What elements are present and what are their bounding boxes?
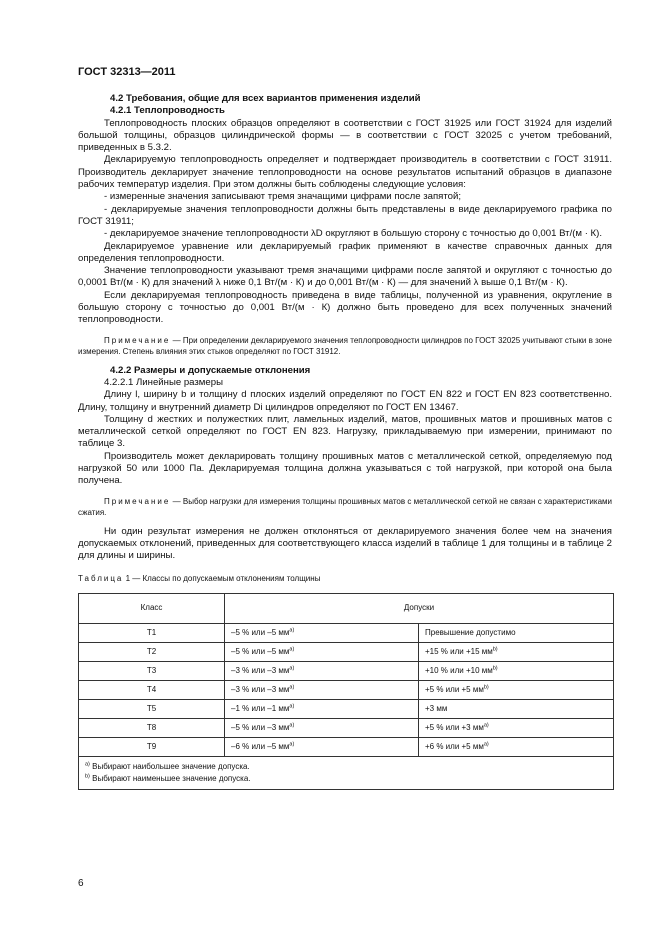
table-row xyxy=(79,642,614,661)
table-header-row xyxy=(79,593,614,623)
table-caption-text: 1 — Классы по допускаемым отклонениям толщины xyxy=(125,573,321,583)
table-footnotes-row xyxy=(79,756,614,789)
table-row xyxy=(79,718,614,737)
class-cell: T9 xyxy=(79,737,225,756)
table-row xyxy=(79,623,614,642)
minus-tolerance-cell: –5 % или –3 $мм^{a)}$ xyxy=(225,718,419,737)
plus-tolerance-cell: +15 % или +15 $мм^{b)}$ xyxy=(419,642,614,661)
note xyxy=(78,335,612,357)
minus-tolerance-cell: –3 % или –3 $мм^{a)}$ xyxy=(225,661,419,680)
list-item: - измеренные значения записывают тремя значащими цифрами после запятой; xyxy=(104,191,462,203)
plus-tolerance-cell: +6 % или +5 $мм^{a)}$ xyxy=(419,737,614,756)
class-cell: T3 xyxy=(79,661,225,680)
document-body xyxy=(78,93,612,790)
subsection-heading-4-2-1: 4.2.1 Теплопроводность xyxy=(110,105,225,117)
class-cell: T4 xyxy=(79,680,225,699)
plus-tolerance-cell: +5 % или +3 $мм^{a)}$ xyxy=(419,718,614,737)
paragraph: Теплопроводность плоских образцов определяют в соответствии с ГОСТ 31925 или ГОСТ 31924 для изделий большой толщины, образцов цилиндрической формы — в соответствии с ГОСТ 32025 с учетом требований, приведенных в 5.3.2. xyxy=(78,117,612,154)
page-number: 6 xyxy=(78,878,84,889)
section-heading-4-2: 4.2 Требования, общие для всех вариантов применения изделий xyxy=(110,93,421,104)
footnote-b: $^{b)}$ Выбирают наименьшее значение допуска. xyxy=(85,773,251,783)
paragraph: Производитель может декларировать толщину прошивных матов с металлической сеткой, определяемую под нагрузкой 50 или 1000 Па. Декларируемая толщина должна указываться с той нагрузкой, при которой она была получена. xyxy=(78,450,612,487)
paragraph: Если декларируемая теплопроводность приведена в виде таблицы, полученной из уравнения, округление в большую сторону с точностью до 0,001 Вт/(м · К) должно быть проведено для всех полученных значений теплопроводности. xyxy=(78,289,612,326)
table-footnotes xyxy=(79,756,614,789)
tolerance-table xyxy=(78,593,614,790)
minus-tolerance-cell: –3 % или –3 $мм^{a)}$ xyxy=(225,680,419,699)
minus-tolerance-cell: –5 % или –5 $мм^{a)}$ xyxy=(225,623,419,642)
plus-tolerance-cell: +3 мм xyxy=(419,699,614,718)
plus-tolerance-cell: +5 % или +5 $мм^{b)}$ xyxy=(419,680,614,699)
plus-tolerance-cell: +10 % или +10 $мм^{b)}$ xyxy=(419,661,614,680)
paragraph: Значение теплопроводности указывают тремя значащими цифрами после запятой и округляют с точностью до 0,0001 Вт/(м · К) для значений λ ниже 0,1 Вт/(м · К) и до 0,001 Вт/(м · К) — для значений λ выше 0,1 Вт/(м · К). xyxy=(78,265,612,289)
list-item: - декларируемые значения теплопроводности должны быть представлены в виде декларируемого графика по ГОСТ 31911; xyxy=(78,203,612,227)
subsection-heading-4-2-2: 4.2.2 Размеры и допускаемые отклонения xyxy=(110,364,311,376)
paragraph: Декларируемое уравнение или декларируемый график применяют в качестве справочных данных для определения теплопроводности. xyxy=(78,240,612,264)
column-header-tolerance: Допуски xyxy=(225,593,614,623)
note-text: — При определении декларируемого значения теплопроводности цилиндров по ГОСТ 32025 учитывают стыки в зоне измерения. Степень влияния этих стыков определяют по ГОСТ 31912. xyxy=(78,335,612,356)
table-row xyxy=(79,699,614,718)
footnote-a: $^{a)}$ Выбирают наибольшее значение допуска. xyxy=(85,761,250,771)
list-item: - декларируемое значение теплопроводности λD округляют в большую сторону с точностью до 0,001 Вт/(м · К). xyxy=(104,228,602,240)
table-row xyxy=(79,680,614,699)
table-caption xyxy=(78,573,612,585)
note-label: Примечание xyxy=(104,496,171,506)
class-cell: T2 xyxy=(79,642,225,661)
class-cell: T8 xyxy=(79,718,225,737)
paragraph: Декларируемую теплопроводность определяет и подтверждает производитель в соответствии с ГОСТ 31911. Производитель декларирует значение теплопроводности на основе результатов испытаний образцов в диапазоне рабочих температур изделия. При этом должны быть соблюдены следующие условия: xyxy=(78,154,612,191)
document-header: ГОСТ 32313—2011 xyxy=(78,66,176,78)
minus-tolerance-cell: –6 % или –5 $мм^{a)}$ xyxy=(225,737,419,756)
paragraph: Длину l, ширину b и толщину d плоских изделий определяют по ГОСТ EN 822 и ГОСТ EN 823 соответственно. Длину, толщину и внутренний диаметр Di цилиндров определяют по ГОСТ EN 13467. xyxy=(78,389,612,413)
note-label: Примечание xyxy=(104,335,171,345)
table-row xyxy=(79,661,614,680)
note-text: — Выбор нагрузки для измерения толщины прошивных матов с металлической сеткой не связан с характеристиками сжатия. xyxy=(78,496,612,517)
table-caption-label: Таблица xyxy=(78,573,124,583)
minus-tolerance-cell: –5 % или –5 $мм^{a)}$ xyxy=(225,642,419,661)
plus-tolerance-cell: Превышение допустимо xyxy=(419,623,614,642)
class-cell: T1 xyxy=(79,623,225,642)
table-row xyxy=(79,737,614,756)
class-cell: T5 xyxy=(79,699,225,718)
subsubsection-heading: 4.2.2.1 Линейные размеры xyxy=(104,376,223,388)
minus-tolerance-cell: –1 % или –1 $мм^{a)}$ xyxy=(225,699,419,718)
note xyxy=(78,496,612,518)
paragraph: Толщину d жестких и полужестких плит, ламельных изделий, матов, прошивных матов и прошивных матов с металлической сеткой определяют по ГОСТ EN 823. Нагрузку, прикладываемую при измерении, принимают по таблице 3. xyxy=(78,413,612,450)
column-header-class: Класс xyxy=(79,593,225,623)
paragraph: Ни один результат измерения не должен отклоняться от декларируемого значения более чем на значения допускаемых отклонений, приведенных для соответствующего класса изделий в таблице 1 для толщины и в таблице 2 для длины и ширины. xyxy=(78,525,612,562)
